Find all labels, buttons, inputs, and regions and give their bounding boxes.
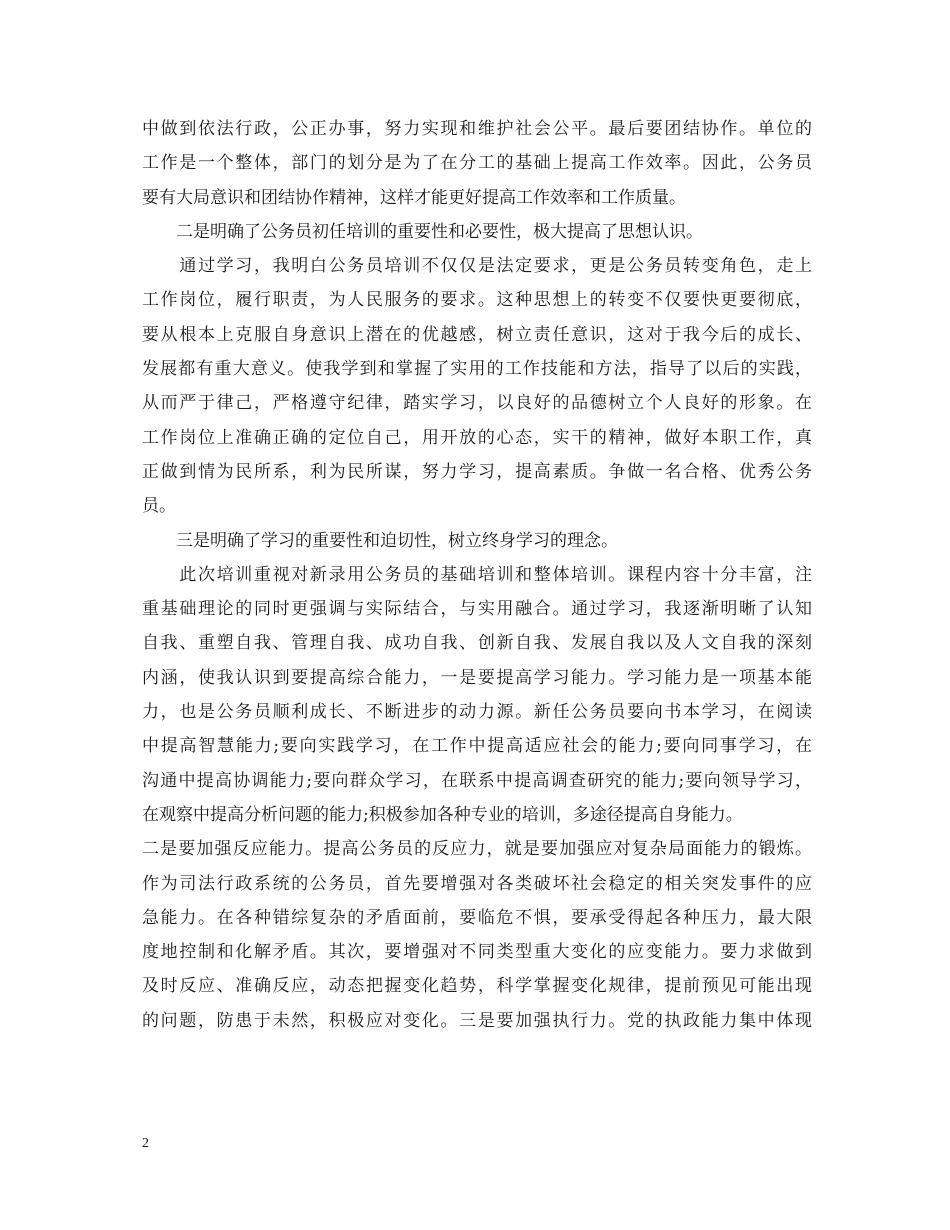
text-line: 此次培训重视对新录用公务员的基础培训和整体培训。课程内容十分丰富，注 xyxy=(142,564,812,585)
page-number: 2 xyxy=(142,1136,149,1151)
text-line: 在观察中提高分析问题的能力;积极参加各种专业的培训，多途径提高自身能力。 xyxy=(142,804,743,825)
text-line: 内涵，使我认识到要提高综合能力，一是要提高学习能力。学习能力是一项基本能 xyxy=(142,667,812,688)
text-line: 自我、重塑自我、管理自我、成功自我、创新自我、发展自我以及人文自我的深刻 xyxy=(142,633,812,654)
text-line: 工作岗位上准确正确的定位自己，用开放的心态，实干的精神，做好本职工作，真 xyxy=(142,427,812,448)
text-line: 度地控制和化解矛盾。其次，要增强对不同类型重大变化的应变能力。要力求做到 xyxy=(142,942,812,963)
text-line: 二是明确了公务员初任培训的重要性和必要性，极大提高了思想认识。 xyxy=(142,221,703,242)
text-line: 重基础理论的同时更强调与实际结合，与实用融合。通过学习，我逐渐明晰了认知 xyxy=(142,599,812,620)
text-line: 急能力。在各种错综复杂的矛盾面前，要临危不惧，要承受得起各种压力，最大限 xyxy=(142,907,812,928)
text-line: 正做到情为民所系，利为民所谋，努力学习，提高素质。争做一名合格、优秀公务 xyxy=(142,461,812,482)
text-line: 作为司法行政系统的公务员，首先要增强对各类破坏社会稳定的相关突发事件的应 xyxy=(142,873,812,894)
text-line: 要从根本上克服自身意识上潜在的优越感，树立责任意识，这对于我今后的成长、 xyxy=(142,324,812,345)
text-line: 及时反应、准确反应，动态把握变化趋势，科学掌握变化规律，提前预见可能出现 xyxy=(142,976,812,997)
text-line: 中做到依法行政，公正办事，努力实现和维护社会公平。最后要团结协作。单位的 xyxy=(142,119,812,139)
text-line: 力，也是公务员顺利成长、不断进步的动力源。新任公务员要向书本学习，在阅读 xyxy=(142,702,812,723)
text-line: 员。 xyxy=(142,496,176,517)
text-line: 的问题，防患于未然，积极应对变化。三是要加强执行力。党的执政能力集中体现 xyxy=(142,1010,812,1031)
text-line: 要有大局意识和团结协作精神，这样才能更好提高工作效率和工作质量。 xyxy=(142,187,686,208)
text-line: 三是明确了学习的重要性和迫切性，树立终身学习的理念。 xyxy=(142,530,618,551)
text-line: 发展都有重大意义。使我学到和掌握了实用的工作技能和方法，指导了以后的实践， xyxy=(142,359,812,380)
text-line: 工作是一个整体，部门的划分是为了在分工的基础上提高工作效率。因此，公务员 xyxy=(142,153,812,174)
text-line: 中提高智慧能力;要向实践学习，在工作中提高适应社会的能力;要向同事学习，在 xyxy=(142,736,812,757)
text-line: 沟通中提高协调能力;要向群众学习，在联系中提高调查研究的能力;要向领导学习， xyxy=(142,770,812,791)
text-line: 二是要加强反应能力。提高公务员的反应力，就是要加强应对复杂局面能力的锻炼。 xyxy=(142,839,812,860)
body-text xyxy=(142,112,812,1038)
text-line: 工作岗位，履行职责，为人民服务的要求。这种思想上的转变不仅要快更要彻底， xyxy=(142,290,812,311)
text-line: 通过学习，我明白公务员培训不仅仅是法定要求，更是公务员转变角色，走上 xyxy=(142,256,812,277)
text-line: 从而严于律己，严格遵守纪律，踏实学习，以良好的品德树立个人良好的形象。在 xyxy=(142,393,812,414)
